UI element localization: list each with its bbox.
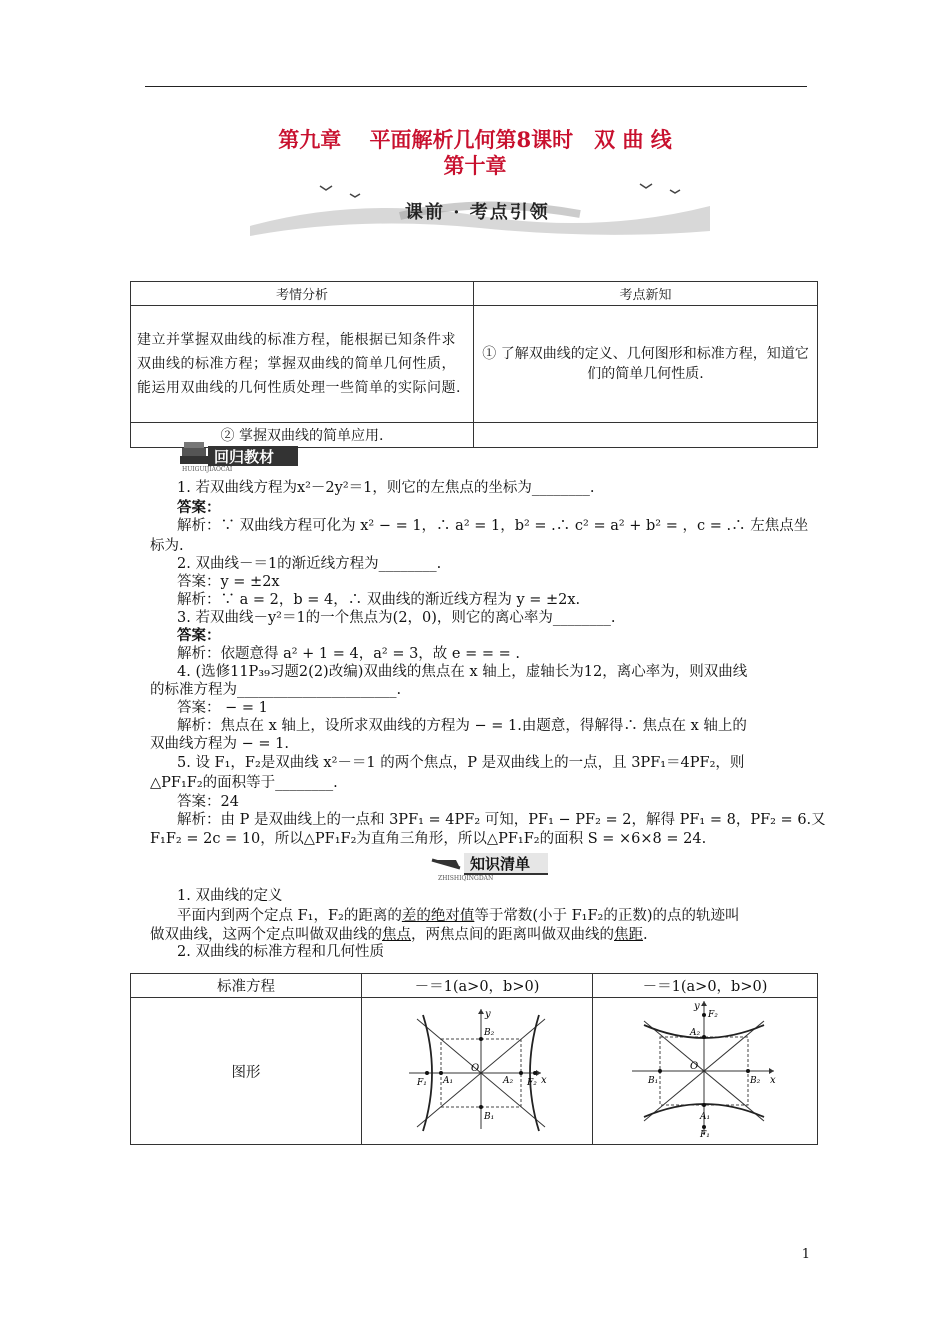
a1-label: A₁: [700, 1112, 711, 1122]
k1-term-focal-distance: 焦距: [614, 927, 643, 943]
section1-pinyin: HUIGUIJIAOCAI: [182, 466, 233, 473]
section2-pinyin: ZHISHIQINGDAN: [438, 875, 494, 882]
k1-line1-b: 等于常数(小于 F₁F₂的正数)的点的轨迹叫: [474, 908, 740, 924]
k1-line2-b: ，两焦点间的距离叫做双曲线的: [411, 927, 614, 943]
x-axis-arrow-icon: [769, 1068, 774, 1074]
f2-label: F₂: [527, 1078, 537, 1088]
k1-title: 1. 双曲线的定义: [177, 888, 283, 904]
focus-f2: [533, 1071, 537, 1075]
x-label: x: [770, 1075, 776, 1086]
b1-label: B₁: [648, 1076, 659, 1086]
origin-label: O: [690, 1061, 699, 1072]
std-row-label: 图形: [131, 998, 362, 1145]
point-b2: [746, 1069, 750, 1073]
origin-label: O: [471, 1063, 480, 1074]
vertex-a1: [702, 1103, 706, 1107]
k2-title: 2. 双曲线的标准方程和几何性质: [177, 944, 384, 960]
bird-icon: [350, 194, 360, 197]
p4-question: 4. (选修11P₃₉习题2(2)改编)双曲线的焦点在 x 轴上，虚轴长为12，离心率为，则双曲线: [177, 664, 748, 680]
a2-label: A₂: [503, 1076, 514, 1086]
b1-label: B₁: [484, 1112, 495, 1122]
figure-vertical-cell: [593, 998, 818, 1145]
p5-question-cont: △PF₁F₂的面积等于________.: [150, 775, 338, 791]
p3-question: 3. 若双曲线－y²＝1的一个焦点为(2，0)，则它的离心率为________.: [177, 610, 616, 626]
k1-line2-c: .: [643, 927, 648, 943]
k1-line2-a: 做双曲线，这两个定点叫做双曲线的: [150, 927, 382, 943]
section2-label: 知识清单: [470, 855, 531, 873]
top-rule: [145, 86, 807, 87]
p5-question: 5. 设 F₁，F₂是双曲线 x²－＝1 的两个焦点，P 是双曲线上的一点，且 3PF₁＝4PF₂，则: [177, 755, 745, 771]
p4-answer: 答案： − = 1: [177, 700, 268, 716]
analysis-row2-empty: [474, 423, 818, 448]
p4-question-cont: 的标准方程为______________________.: [150, 682, 402, 698]
p5-solution-cont: F₁F₂ = 2c = 10，所以△PF₁F₂为直角三角形，所以△PF₁F₂的面积 S = ×6×8 = 24.: [150, 831, 707, 847]
k1-term-abs-diff: 差的绝对值: [401, 908, 475, 924]
x-label: x: [541, 1075, 547, 1086]
p1-solution: 解析：∵ 双曲线方程可化为 x² − = 1，∴ a² = 1，b² = .∴ c² = a² + b² = ，c = .∴ 左焦点坐: [177, 518, 809, 534]
page-title: 第九章 平面解析几何第8课时 双 曲 线: [278, 127, 672, 152]
vertex-a2: [702, 1035, 706, 1039]
p5-answer: 答案：24: [177, 794, 239, 810]
analysis-row2-text: ② 掌握双曲线的简单应用.: [131, 423, 474, 448]
analysis-col2-header: 考点新知: [474, 282, 818, 306]
bird-icon: [320, 186, 332, 190]
standard-table: [130, 973, 818, 1145]
f1-label: F₁: [700, 1130, 710, 1139]
point-b2: [479, 1037, 483, 1041]
page-number: 1: [801, 1247, 810, 1262]
p2-solution: 解析：∵ a = 2，b = 4，∴ 双曲线的渐近线方程为 y = ±2x.: [177, 592, 581, 608]
k1-line1-a: 平面内到两个定点 F₁，F₂的距离的: [177, 908, 402, 924]
point-b1: [658, 1069, 662, 1073]
vertex-a2: [519, 1071, 523, 1075]
focus-f2: [702, 1013, 706, 1017]
std-header-equation: 标准方程: [131, 974, 362, 998]
p2-question: 2. 双曲线－＝1的渐近线方程为________.: [177, 556, 442, 572]
p1-question: 1. 若双曲线方程为x²－2y²＝1，则它的左焦点的坐标为________.: [177, 480, 595, 496]
focus-f1: [425, 1071, 429, 1075]
analysis-col2-text: ① 了解双曲线的定义、几何图形和标准方程，知道它们的简单几何性质.: [474, 306, 818, 423]
point-b1: [479, 1105, 483, 1109]
p4-solution: 解析：焦点在 x 轴上，设所求双曲线的方程为 − = 1.由题意，得解得∴ 焦点在 x 轴上的: [177, 718, 747, 734]
b2-label: B₂: [484, 1028, 495, 1038]
std-header-vertical: －＝1(a>0，b>0): [593, 974, 818, 998]
analysis-col1-text: 建立并掌握双曲线的标准方程，能根据已知条件求双曲线的标准方程；掌握双曲线的简单几何性质，能运用双曲线的几何性质处理一些简单的实际问题.: [131, 306, 474, 423]
page-subtitle: 第十章: [443, 153, 507, 178]
analysis-col1-header: 考情分析: [131, 282, 474, 306]
b2-label: B₂: [750, 1076, 761, 1086]
p3-answer: 答案：: [177, 627, 221, 644]
k1-line1: [177, 904, 740, 925]
k1-term-focus: 焦点: [382, 927, 411, 943]
hyperbola-vertical-figure: [630, 999, 780, 1139]
a2-label: A₂: [690, 1028, 701, 1038]
figure-horizontal-cell: [362, 998, 593, 1145]
a1-label: A₁: [443, 1076, 454, 1086]
section1-label: 回归教材: [214, 448, 275, 466]
p4-solution-cont: 双曲线方程为 − = 1.: [150, 736, 289, 752]
y-label: y: [694, 1001, 700, 1012]
y-label: y: [485, 1009, 491, 1020]
hyperbola-horizontal-figure: [407, 1005, 547, 1133]
focus-f1: [702, 1125, 706, 1129]
p2-answer: 答案：y = ±2x: [177, 574, 280, 590]
analysis-table: [130, 281, 818, 448]
p5-solution: 解析：由 P 是双曲线上的一点和 3PF₁ = 4PF₂ 可知，PF₁ − PF₂ = 2，解得 PF₁ = 8，PF₂ = 6.又: [177, 812, 826, 828]
bird-icon: [640, 184, 652, 188]
f1-label: F₁: [417, 1078, 427, 1088]
banner-label: 课前 · 考点引领: [405, 202, 550, 223]
vertex-a1: [439, 1071, 443, 1075]
p3-solution: 解析：依题意得 a² + 1 = 4，a² = 3，故 e = = = .: [177, 646, 520, 662]
f2-label: F₂: [708, 1010, 718, 1020]
std-header-horizontal: －＝1(a>0，b>0): [362, 974, 593, 998]
p1-answer: 答案：: [177, 499, 221, 516]
p1-solution-cont: 标为.: [150, 538, 184, 554]
y-axis-arrow-icon: [478, 1009, 484, 1014]
bird-icon: [670, 190, 680, 193]
y-axis-arrow-icon: [701, 1001, 707, 1006]
